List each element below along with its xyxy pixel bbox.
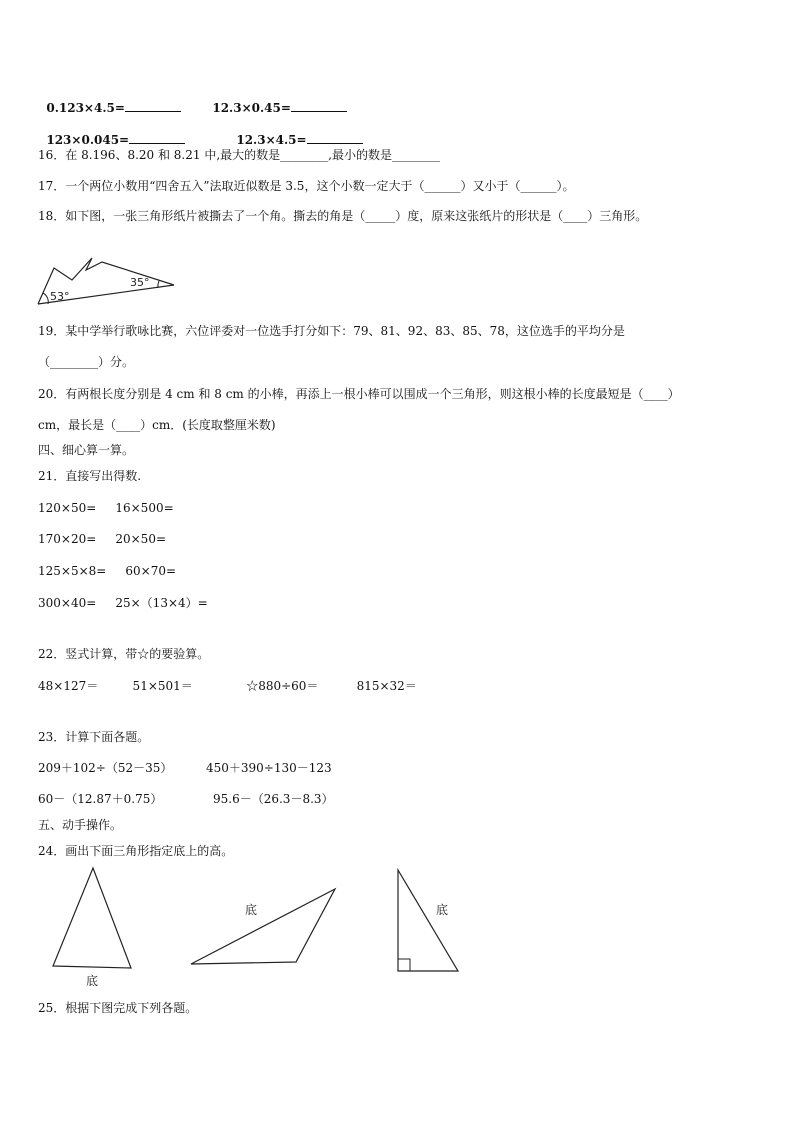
question-19-line2: （________）分。 (38, 355, 135, 369)
triangle-1[interactable] (53, 868, 131, 968)
q23-row-2b: 95.6－（26.3－8.3） (213, 792, 334, 806)
answer-blank[interactable] (125, 100, 181, 112)
calc-2a: 123×0.045= (46, 133, 130, 147)
triangle-2[interactable] (191, 889, 335, 964)
question-16: 16．在 8.196、8.20 和 8.21 中,最大的数是________,最小的数是________ (38, 148, 440, 162)
question-19-line1: 19．某中学举行歌咏比赛，六位评委对一位选手打分如下：79、81、92、83、85、78，这位选手的平均分是 (38, 324, 625, 338)
triangles-figure (40, 862, 470, 992)
question-17: 17．一个两位小数用“四舍五入”法取近似数是 3.5，这个小数一定大于（______）又小于（______）。 (38, 179, 575, 193)
answer-blank[interactable] (291, 100, 347, 112)
right-angle-mark (398, 959, 410, 971)
question-18: 18．如下图，一张三角形纸片被撕去了一个角。撕去的角是（_____）度，原来这张纸片的形状是（____）三角形。 (38, 209, 648, 223)
q21-row-2: 170×20= 20×50= (38, 532, 167, 546)
triangle-3[interactable] (398, 870, 458, 971)
angle-label-right: 35° (130, 276, 150, 289)
question-22: 22．竖式计算，带☆的要验算。 (38, 647, 210, 661)
torn-triangle-figure (34, 248, 182, 308)
answer-blank[interactable] (129, 132, 185, 144)
calc-row-2b (228, 116, 363, 148)
calc-1b: 12.3×0.45= (212, 101, 291, 115)
base-label-3: 底 (436, 903, 449, 917)
base-label-2: 底 (245, 903, 258, 917)
q22-row: 48×127＝ 51×501＝ ☆880÷60＝ 815×32＝ (38, 679, 417, 693)
question-20-line1: 20．有两根长度分别是 4 cm 和 8 cm 的小棒，再添上一根小棒可以围成一个三角形，则这根小棒的长度最短是（____） (38, 387, 680, 401)
section-5-heading: 五、动手操作。 (38, 818, 123, 832)
calc-2b: 12.3×4.5= (236, 133, 307, 147)
question-20-line2: cm，最长是（____）cm．(长度取整厘米数) (38, 418, 276, 432)
base-label-1: 底 (86, 974, 99, 988)
q21-row-4: 300×40= 25×（13×4）= (38, 596, 208, 610)
q21-row-3: 125×5×8= 60×70= (38, 564, 177, 578)
question-23: 23．计算下面各题。 (38, 730, 150, 744)
calc-row-1b (204, 84, 347, 116)
q23-row-1a: 209＋102÷（52－35） (38, 761, 173, 775)
question-25: 25．根据下图完成下列各题。 (38, 1001, 198, 1015)
q23-row-1b: 450＋390÷130－123 (206, 761, 332, 775)
q23-row-2a: 60－（12.87＋0.75） (38, 792, 163, 806)
answer-blank[interactable] (307, 132, 363, 144)
question-21: 21．直接写出得数. (38, 469, 142, 483)
section-4-heading: 四、细心算一算。 (38, 443, 135, 457)
question-24: 24．画出下面三角形指定底上的高。 (38, 844, 234, 858)
angle-label-left: 53° (50, 290, 70, 303)
q21-row-1: 120×50= 16×500= (38, 501, 174, 515)
calc-1a: 0.123×4.5= (46, 101, 125, 115)
calc-row-1 (38, 84, 181, 116)
calc-row-2 (38, 116, 185, 148)
